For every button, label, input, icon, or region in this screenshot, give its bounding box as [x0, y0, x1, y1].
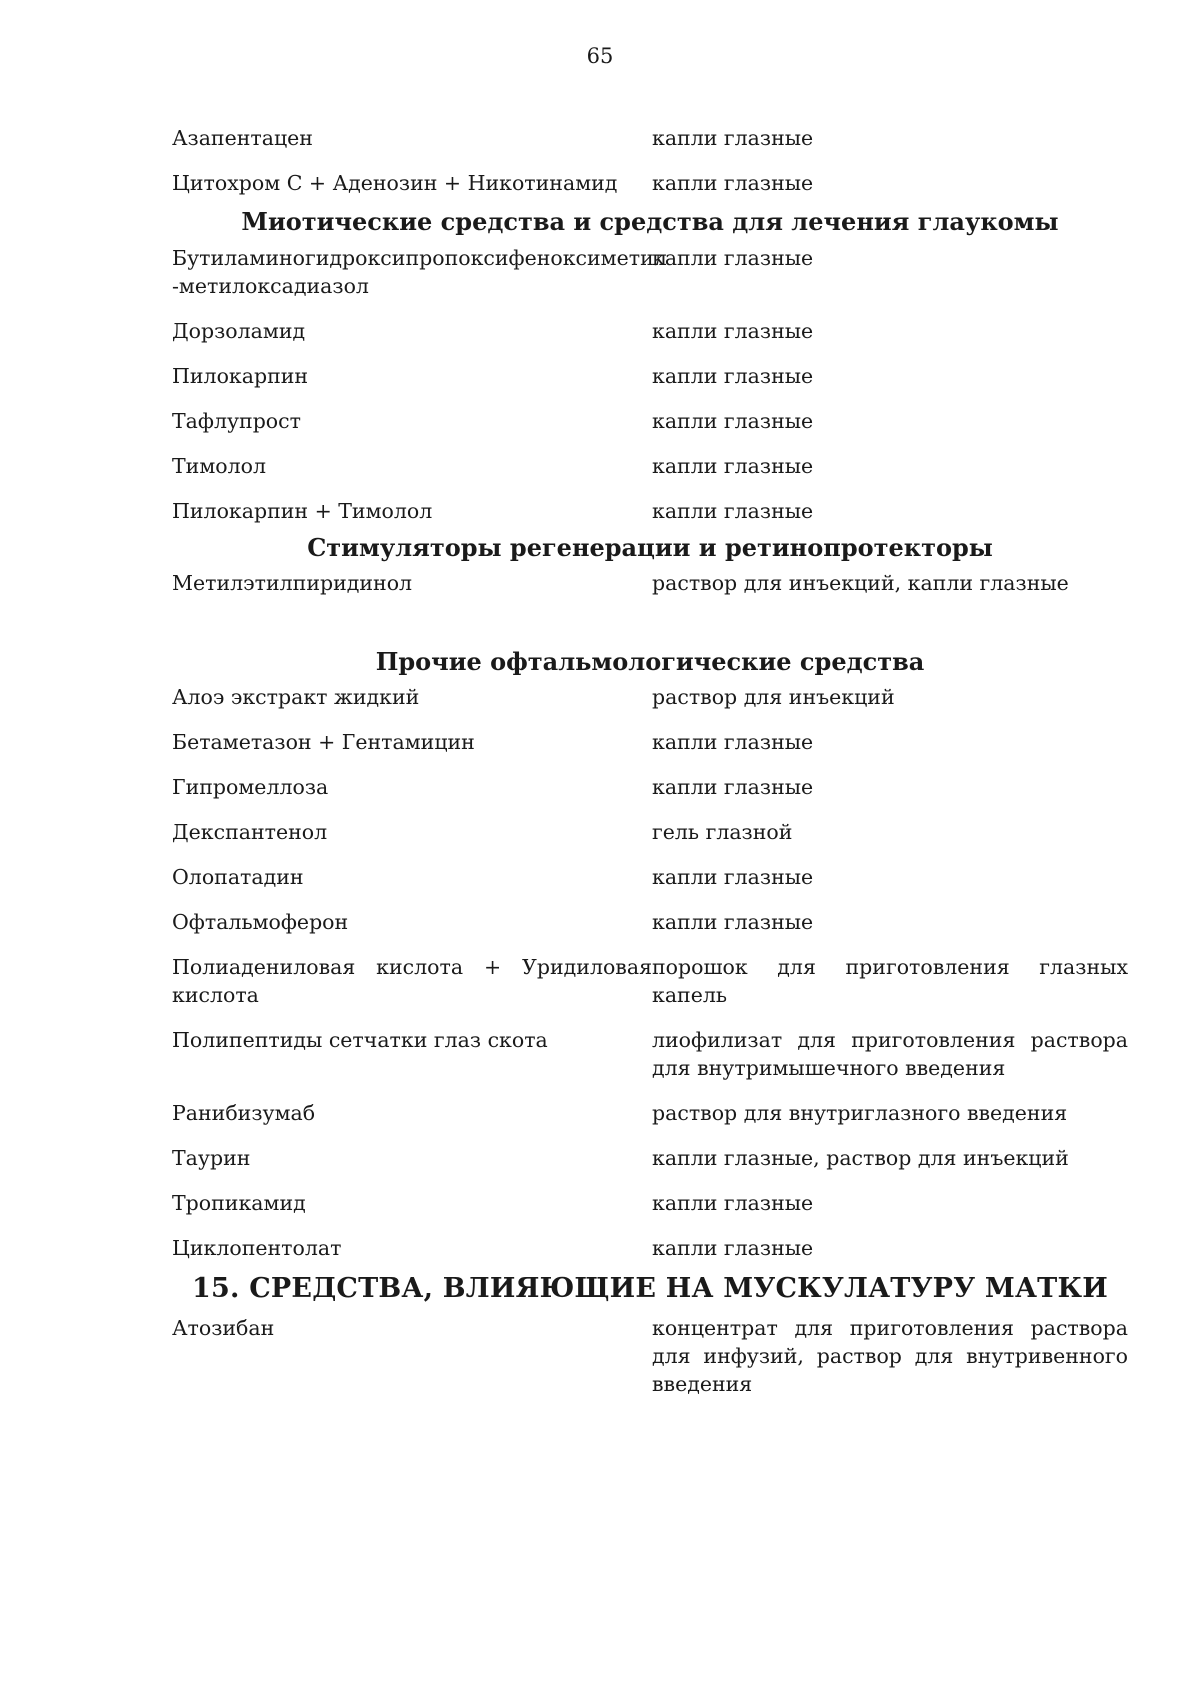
drug-form: капли глазные — [652, 171, 814, 195]
drug-name: Цитохром С + Аденозин + Никотинамид — [172, 171, 618, 195]
list-item — [172, 773, 1128, 801]
drug-name: Таурин — [172, 1146, 251, 1170]
page-number: 65 — [586, 44, 614, 68]
list-item — [172, 953, 1128, 1009]
drug-form: капли глазные, раствор для инъекций — [652, 1146, 1069, 1170]
list-item — [172, 1144, 1128, 1172]
drug-name: Ранибизумаб — [172, 1101, 316, 1125]
drug-name: Полиадениловая кислота + Уридиловая кислота — [172, 955, 652, 1007]
section-regeneration — [172, 531, 1128, 597]
document-body — [172, 124, 1128, 1398]
drug-form: капли глазные — [652, 730, 814, 754]
drug-form: порошок для приготовления глазных капель — [652, 955, 1128, 1007]
drug-form: капли глазные — [652, 319, 814, 343]
list-item — [172, 908, 1128, 936]
list-item — [172, 728, 1128, 756]
drug-name: Олопатадин — [172, 865, 304, 889]
drug-name: Офтальмоферон — [172, 910, 349, 934]
list-item — [172, 317, 1128, 345]
drug-name: Гипромеллоза — [172, 775, 329, 799]
list-item — [172, 124, 1128, 152]
list-item — [172, 863, 1128, 891]
drug-form: гель глазной — [652, 820, 793, 844]
drug-form: капли глазные — [652, 126, 814, 150]
list-item — [172, 569, 1128, 597]
drug-form: лиофилизат для приготовления раствора для внутримышечного введения — [652, 1028, 1128, 1080]
list-item — [172, 497, 1128, 525]
drug-name: Бетаметазон + Гентамицин — [172, 730, 475, 754]
list-item — [172, 244, 1128, 300]
list-item — [172, 1314, 1128, 1398]
drug-form: капли глазные — [652, 364, 814, 388]
drug-name: Метилэтилпиридинол — [172, 571, 413, 595]
drug-form: капли глазные — [652, 1236, 814, 1260]
drug-name: Алоэ экстракт жидкий — [172, 685, 420, 709]
drug-name: Дорзоламид — [172, 319, 306, 343]
drug-name: Декспантенол — [172, 820, 328, 844]
drug-name: Пилокарпин + Тимолол — [172, 499, 433, 523]
drug-form: капли глазные — [652, 246, 814, 270]
section-heading: Миотические средства и средства для лечения глаукомы — [241, 207, 1059, 236]
drug-form: капли глазные — [652, 1191, 814, 1215]
list-item — [172, 452, 1128, 480]
drug-form: раствор для инъекций — [652, 685, 895, 709]
drug-name: Бутиламиногидроксипропоксифеноксиметил -метилоксадиазол — [172, 246, 667, 298]
list-item — [172, 1189, 1128, 1217]
section-heading: Стимуляторы регенерации и ретинопротекторы — [307, 533, 993, 562]
drug-form: раствор для внутриглазного введения — [652, 1101, 1068, 1125]
drug-form: раствор для инъекций, капли глазные — [652, 571, 1069, 595]
drug-name: Полипептиды сетчатки глаз скота — [172, 1028, 548, 1052]
drug-form: капли глазные — [652, 865, 814, 889]
section-uterine — [172, 1272, 1128, 1398]
drug-name: Тафлупрост — [172, 409, 301, 433]
section-miotic — [172, 205, 1128, 525]
drug-name: Тимолол — [172, 454, 267, 478]
drug-name: Пилокарпин — [172, 364, 309, 388]
section-other-ophthalmic — [172, 645, 1128, 1262]
drug-form: концентрат для приготовления раствора для инфузий, раствор для внутривенного введения — [652, 1316, 1128, 1396]
list-item — [172, 818, 1128, 846]
list-item — [172, 1099, 1128, 1127]
drug-form: капли глазные — [652, 910, 814, 934]
section-heading: Прочие офтальмологические средства — [375, 647, 925, 676]
drug-name: Тропикамид — [172, 1191, 306, 1215]
list-item — [172, 407, 1128, 435]
drug-name: Азапентацен — [172, 126, 313, 150]
drug-form: капли глазные — [652, 499, 814, 523]
list-item — [172, 1234, 1128, 1262]
drug-name: Циклопентолат — [172, 1236, 342, 1260]
list-item — [172, 362, 1128, 390]
list-item — [172, 169, 1128, 197]
list-item — [172, 1026, 1128, 1082]
drug-form: капли глазные — [652, 409, 814, 433]
section-continuation — [172, 124, 1128, 197]
drug-form: капли глазные — [652, 775, 814, 799]
section-heading: 15. СРЕДСТВА, ВЛИЯЮЩИЕ НА МУСКУЛАТУРУ МАТКИ — [192, 1273, 1108, 1304]
list-item — [172, 683, 1128, 711]
drug-name: Атозибан — [172, 1316, 275, 1340]
drug-form: капли глазные — [652, 454, 814, 478]
